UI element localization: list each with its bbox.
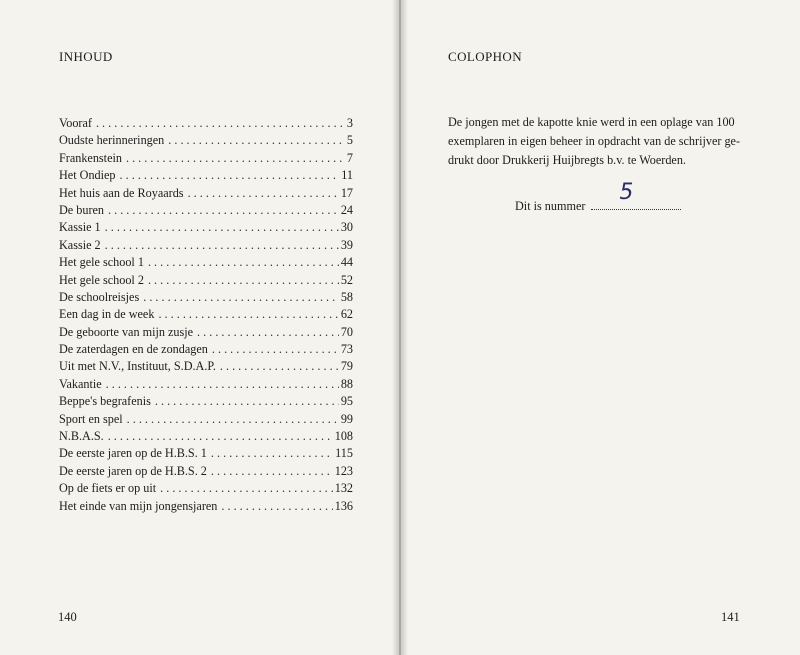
- toc-entry-page: 62: [340, 307, 353, 322]
- toc-leader-dots: [211, 445, 333, 462]
- toc-entry-page: 99: [340, 411, 353, 426]
- toc-entry-page: 24: [340, 202, 353, 217]
- toc-leader-dots: [212, 341, 339, 358]
- toc-entry-title: Een dag in de week: [59, 307, 155, 322]
- toc-entry-title: De eerste jaren op de H.B.S. 2: [59, 463, 207, 478]
- toc-entry-page: 70: [340, 324, 353, 339]
- toc-leader-dots: [197, 324, 339, 341]
- toc-leader-dots: [105, 237, 339, 254]
- book-gutter: [392, 0, 408, 655]
- toc-leader-dots: [155, 393, 339, 410]
- toc-leader-dots: [168, 132, 345, 149]
- colophon-line: De jongen met de kapotte knie werd in een oplage van 100: [448, 115, 735, 129]
- toc-entry: [59, 219, 353, 236]
- toc-entry-title: De schoolreisjes: [59, 289, 140, 304]
- toc-entry: [59, 411, 353, 428]
- toc-entry-title: Het Ondiep: [59, 168, 116, 183]
- toc-entry: [59, 445, 353, 462]
- toc-entry-page: 17: [340, 185, 353, 200]
- toc-leader-dots: [211, 463, 333, 480]
- toc-entry: [59, 237, 353, 254]
- toc-entry-title: Uit met N.V., Instituut, S.D.A.P.: [59, 359, 216, 374]
- toc-entry: [59, 167, 353, 184]
- right-page: [401, 0, 800, 655]
- toc-entry-title: Het gele school 2: [59, 272, 144, 287]
- toc-entry: [59, 463, 353, 480]
- toc-entry-title: Kassie 1: [59, 220, 101, 235]
- toc-leader-dots: [108, 428, 333, 445]
- toc-entry-title: N.B.A.S.: [59, 429, 104, 444]
- colophon-text: [448, 113, 748, 170]
- toc-entry: [59, 358, 353, 375]
- toc-entry: [59, 428, 353, 445]
- colophon-line: exemplaren in eigen beheer in opdracht van de schrijver ge-: [448, 134, 741, 148]
- toc-entry: [59, 306, 353, 323]
- toc-leader-dots: [148, 254, 339, 271]
- toc-entry: [59, 324, 353, 341]
- toc-entry-title: De eerste jaren op de H.B.S. 1: [59, 446, 207, 461]
- toc-leader-dots: [220, 358, 339, 375]
- toc-entry-page: 44: [340, 255, 353, 270]
- toc-entry: [59, 480, 353, 497]
- right-page-number: 141: [721, 610, 740, 624]
- toc-entry-title: Het gele school 1: [59, 255, 144, 270]
- toc-entry-title: De zaterdagen en de zondagen: [59, 342, 208, 357]
- toc-entry: [59, 498, 353, 515]
- colophon-heading: COLOPHON: [448, 49, 522, 64]
- toc-entry: [59, 393, 353, 410]
- toc-entry-page: 3: [346, 116, 353, 130]
- toc-entry-page: 88: [340, 376, 353, 391]
- toc-leader-dots: [105, 219, 339, 236]
- toc-entry-title: Het einde van mijn jongensjaren: [59, 498, 218, 513]
- toc-leader-dots: [158, 306, 338, 323]
- toc-entry: [59, 115, 353, 132]
- toc-entry-page: 7: [346, 150, 353, 165]
- toc-entry: [59, 202, 353, 219]
- toc-entry: [59, 150, 353, 167]
- toc-entry-title: Oudste herinneringen: [59, 133, 165, 148]
- toc-heading: INHOUD: [59, 49, 113, 64]
- toc-entry-title: Beppe's begrafenis: [59, 394, 151, 409]
- toc-leader-dots: [108, 202, 339, 219]
- toc-entry-page: 58: [340, 289, 353, 304]
- toc-entry-title: Kassie 2: [59, 237, 101, 252]
- toc-entry: [59, 376, 353, 393]
- toc-entry-page: 115: [335, 446, 353, 461]
- left-page: [0, 0, 399, 655]
- toc-leader-dots: [188, 185, 339, 202]
- copy-number-line: [515, 180, 681, 214]
- toc-entry-page: 79: [340, 359, 353, 374]
- toc-entry-title: Sport en spel: [59, 411, 123, 426]
- toc-entry-title: Vakantie: [59, 376, 102, 391]
- toc-entry: [59, 132, 353, 149]
- toc-entry-title: Vooraf: [59, 116, 92, 130]
- toc-entry: [59, 341, 353, 358]
- toc-leader-dots: [120, 167, 340, 184]
- toc-entry-page: 123: [334, 463, 353, 478]
- toc-entry-page: 95: [340, 394, 353, 409]
- toc-entry-page: 132: [334, 481, 353, 496]
- left-page-number: 140: [58, 610, 77, 624]
- handwritten-copy-number: 5: [619, 180, 634, 205]
- toc-entry: [59, 289, 353, 306]
- toc-entry-title: De buren: [59, 202, 105, 217]
- toc-entry: [59, 185, 353, 202]
- copy-number-label: Dit is nummer: [515, 199, 586, 213]
- toc-leader-dots: [127, 411, 339, 428]
- toc-entry-title: De geboorte van mijn zusje: [59, 324, 194, 339]
- toc-entry-page: 73: [340, 342, 353, 357]
- toc-entry-page: 11: [341, 168, 353, 183]
- toc-entry: [59, 272, 353, 289]
- toc-leader-dots: [160, 480, 333, 497]
- toc-entry-page: 52: [340, 272, 353, 287]
- toc-leader-dots: [148, 272, 339, 289]
- toc-leader-dots: [96, 115, 345, 132]
- toc-leader-dots: [143, 289, 339, 306]
- toc-leader-dots: [126, 150, 345, 167]
- toc-leader-dots: [106, 376, 339, 393]
- toc-entry-title: Op de fiets er op uit: [59, 481, 157, 496]
- toc-entry-page: 5: [346, 133, 353, 148]
- toc-leader-dots: [221, 498, 332, 515]
- toc-entry: [59, 254, 353, 271]
- toc-entry-title: Het huis aan de Royaards: [59, 185, 184, 200]
- copy-number-blank: [591, 180, 681, 210]
- toc-entry-page: 39: [340, 237, 353, 252]
- colophon-line: drukt door Drukkerij Huijbregts b.v. te Woerden.: [448, 153, 686, 167]
- toc-entry-title: Frankenstein: [59, 150, 122, 165]
- toc-entry-page: 30: [340, 220, 353, 235]
- table-of-contents: [59, 115, 353, 515]
- toc-entry-page: 108: [334, 429, 353, 444]
- toc-entry-page: 136: [334, 498, 353, 513]
